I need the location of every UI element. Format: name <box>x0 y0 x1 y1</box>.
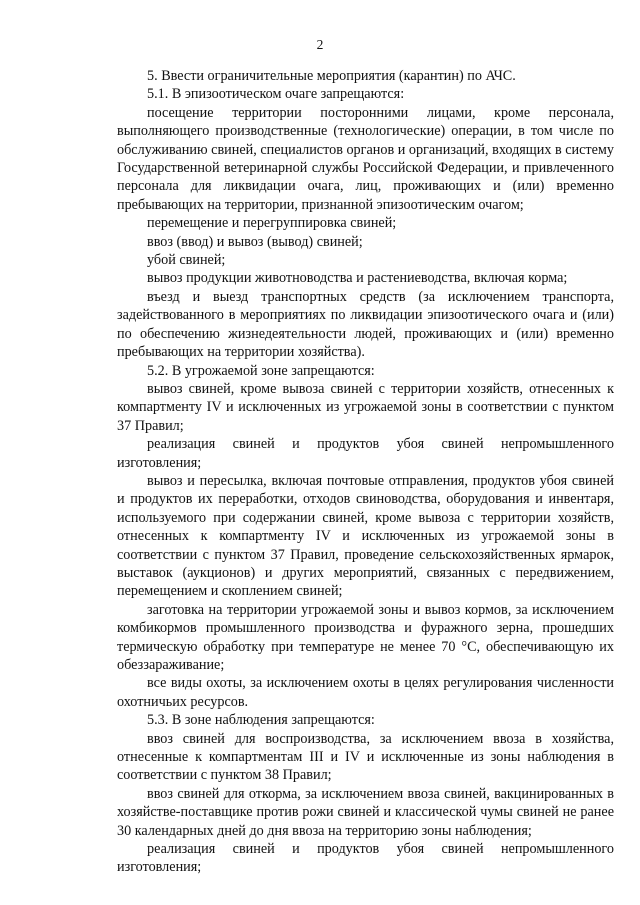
paragraph-5: 5. Ввести ограничительные мероприятия (карантин) по АЧС. <box>147 68 516 84</box>
paragraph: реализация свиней и продуктов убоя свиней непромышленного изготовления; <box>117 436 614 471</box>
paragraph: въезд и выезд транспортных средств (за исключением транспорта, задействованного в мероприятиях по ликвидации эпизоотического очага и (или) по обеспечению жизнедеятельности людей, проживающих и (или) временно пребывающих на территории хозяйства). <box>117 288 614 361</box>
paragraph: заготовка на территории угрожаемой зоны и вывоз кормов, за исключением комбикормов промышленного производства и фуражного зерна, прошедших термическую обработку при температуре не менее 70 °С, обеспечивающую их обеззараживание; <box>117 601 614 673</box>
paragraph: вывоз свиней, кроме вывоза свиней с территории хозяйств, отнесенных к компартменту IV и исключенных из угрожаемой зоны в соответствии с пунктом 37 Правил; <box>117 380 614 434</box>
paragraph: вывоз и пересылка, включая почтовые отправления, продуктов убоя свиней и продуктов их переработки, отходов свиноводства, оборудования и инвентаря, используемого при содержании свиней, кроме вывоза с территории хозяйств, отнесенных к компартменту IV и исключенных из угрожаемой зоны в соответствии с пунктом 37 Правил, проведение сельскохозяйственных ярмарок, выставок (аукционов) и других мероприятий, связанных с передвижением, перемещением и скоплением свиней; <box>117 472 614 600</box>
paragraph: убой свиней; <box>147 252 226 269</box>
paragraph: ввоз свиней для откорма, за исключением ввоза свиней, вакцинированных в хозяйстве-поставщике против рожи свиней и классической чумы свиней не ранее 30 календарных дней до дня ввоза на территорию зоны наблюдения; <box>117 785 614 839</box>
paragraph-5-2-heading: 5.2. В угрожаемой зоне запрещаются: <box>147 362 375 379</box>
paragraph: ввоз (ввод) и вывоз (вывод) свиней; <box>147 233 363 250</box>
paragraph-5-3-heading: 5.3. В зоне наблюдения запрещаются: <box>147 712 375 729</box>
paragraph: ввоз свиней для воспроизводства, за исключением ввоза в хозяйства, отнесенные к компартментам III и IV и исключенные из зоны наблюдения в соответствии с пунктом 38 Правил; <box>117 730 614 784</box>
paragraph: посещение территории посторонними лицами, кроме персонала, выполняющего производственные (технологические) операции, в том числе по обслуживанию свиней, специалистов органов и организаций, входящих в систему Государственной ветеринарной службы Российской Федерации, и привлеченного персонала для ликвидации очага, лиц, проживающих и (или) временно пребывающих на территории, признанной эпизоотическим очагом; <box>117 104 614 213</box>
document-body <box>117 67 614 877</box>
paragraph: реализация свиней и продуктов убоя свиней непромышленного изготовления; <box>117 841 614 876</box>
paragraph: перемещение и перегруппировка свиней; <box>147 215 397 232</box>
paragraph: все виды охоты, за исключением охоты в целях регулирования численности охотничьих ресурсов. <box>117 675 614 710</box>
paragraph-5-1-heading: 5.1. В эпизоотическом очаге запрещаются: <box>147 86 405 103</box>
page-number: 2 <box>316 37 324 52</box>
paragraph: вывоз продукции животноводства и растениеводства, включая корма; <box>147 270 568 287</box>
